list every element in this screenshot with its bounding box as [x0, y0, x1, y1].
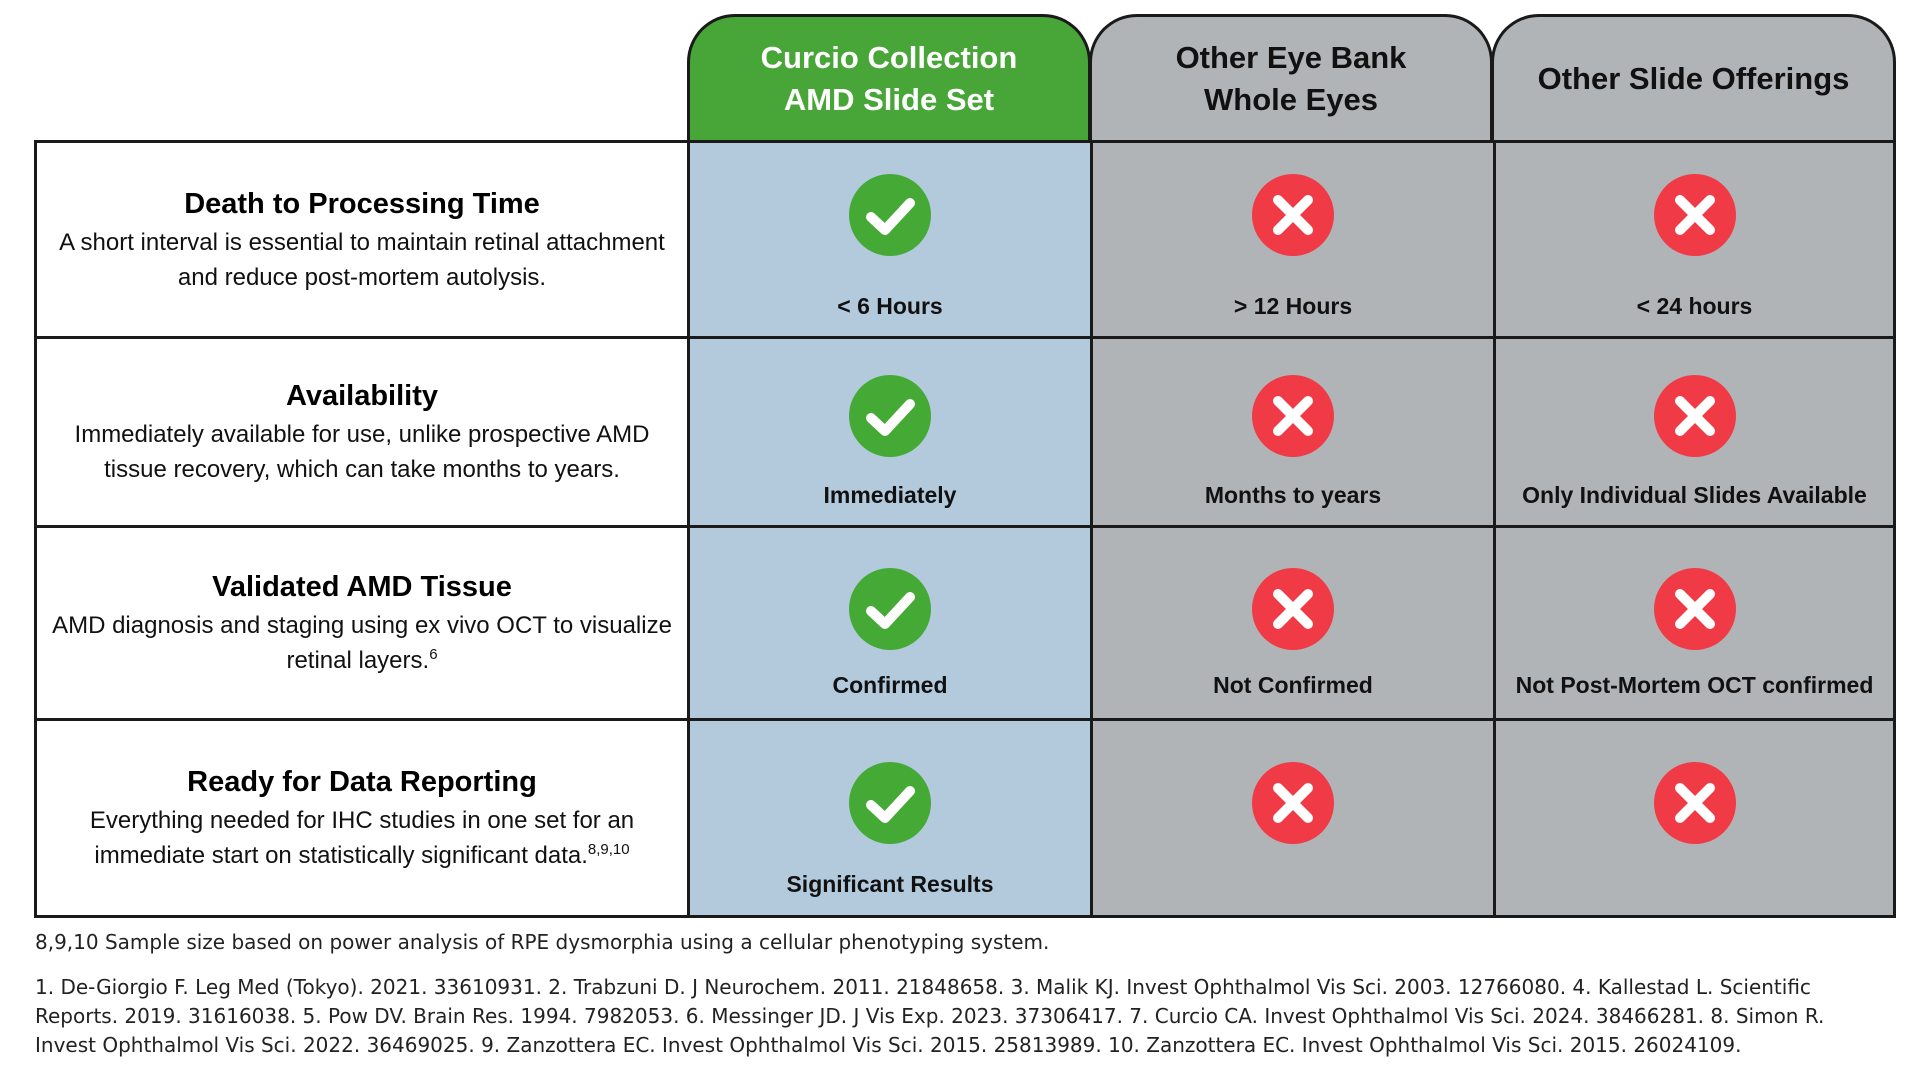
citation-superscript: 6: [429, 646, 438, 663]
other-slides-cell-data-reporting: [1496, 721, 1893, 915]
cell-value: Confirmed: [832, 672, 948, 698]
x-circle-icon: [1653, 567, 1737, 651]
cell-value: Significant Results: [786, 871, 994, 897]
cell-value: > 12 Hours: [1233, 293, 1353, 319]
eye-bank-cell-processing-time: [1093, 143, 1496, 339]
check-circle-icon: [848, 374, 932, 458]
x-circle-icon: [1653, 374, 1737, 458]
check-circle-icon: [848, 173, 932, 257]
cell-value: < 24 hours: [1636, 293, 1753, 319]
x-circle-icon: [1251, 761, 1335, 845]
cell-value: Months to years: [1204, 482, 1382, 508]
row-description: A short interval is essential to maintain retinal attachment and reduce post-mortem autolysis.: [59, 228, 665, 291]
x-circle-icon: [1653, 173, 1737, 257]
row-title: Ready for Data Reporting: [187, 766, 537, 798]
check-circle-icon: [848, 567, 932, 651]
references: 1. De-Giorgio F. Leg Med (Tokyo). 2021. 33610931. 2. Trabzuni D. J Neurochem. 2011. 21848658. 3. Malik KJ. Invest Ophthalmol Vis Sci. 2003. 12766080. 4. Kallestad L. Scientific Reports. 2019. 31616038. 5. Pow DV. Brain Res. 1994. 7982053. 6. Messinger JD. J Vis Exp. 2023. 37306417. 7. Curcio CA. Invest Ophthalmol Vis Sci. 2024. 38466281. 8. Simon R. Invest Ophthalmol Vis Sci. 2022. 36469025. 9. Zanzottera EC. Invest Ophthalmol Vis Sci. 2015. 25813989. 10. Zanzottera EC. Invest Ophthalmol Vis Sci. 2015. 26024109.: [35, 975, 1825, 1057]
x-circle-icon: [1251, 374, 1335, 458]
row-label-death-to-processing: [37, 143, 690, 339]
eye-bank-cell-validated: [1093, 528, 1496, 721]
row-title: Availability: [285, 380, 439, 412]
x-circle-icon: [1251, 173, 1335, 257]
row-description: Everything needed for IHC studies in one set for an immediate start on statistically significant data.$^{8,9,10}$: [89, 807, 635, 869]
comparison-table: [34, 140, 1896, 918]
cell-value: Not Confirmed: [1213, 672, 1373, 698]
other-slides-cell-processing-time: [1496, 143, 1893, 339]
cell-value: Immediately: [823, 482, 957, 508]
column-header-curcio-label: Curcio Collection AMD Slide Set: [760, 39, 1018, 117]
cell-value: < 6 Hours: [837, 293, 943, 319]
curcio-cell-processing-time: [690, 143, 1093, 339]
check-circle-icon: [848, 761, 932, 845]
column-header-curcio: [687, 14, 1091, 140]
curcio-cell-data-reporting: [690, 721, 1093, 915]
cell-value: Only Individual Slides Available: [1522, 482, 1867, 508]
x-circle-icon: [1251, 567, 1335, 651]
curcio-cell-validated: [690, 528, 1093, 721]
row-description: AMD diagnosis and staging using ex vivo OCT to visualize retinal layers.$^6$: [52, 612, 672, 674]
column-header-eye-bank-label: Other Eye Bank Whole Eyes: [1175, 39, 1407, 117]
footnote: 8,9,10 Sample size based on power analysis of RPE dysmorphia using a cellular phenotyping system.: [35, 930, 1050, 954]
citation-superscript: 8,9,10: [587, 841, 630, 858]
cell-value: Not Post-Mortem OCT confirmed: [1515, 672, 1874, 698]
x-circle-icon: [1653, 761, 1737, 845]
row-label-data-reporting: [37, 721, 690, 915]
other-slides-cell-validated: [1496, 528, 1893, 721]
row-label-availability: [37, 339, 690, 528]
eye-bank-cell-availability: [1093, 339, 1496, 528]
column-header-eye-bank: [1089, 14, 1493, 140]
eye-bank-cell-data-reporting: [1093, 721, 1496, 915]
other-slides-cell-availability: [1496, 339, 1893, 528]
column-header-other-slides-label: Other Slide Offerings: [1537, 60, 1850, 96]
row-description: Immediately available for use, unlike prospective AMD tissue recovery, which can take months to years.: [74, 421, 650, 483]
column-header-other-slides: [1491, 14, 1896, 140]
row-title: Validated AMD Tissue: [212, 571, 512, 603]
curcio-cell-availability: [690, 339, 1093, 528]
row-title: Death to Processing Time: [184, 187, 540, 220]
row-label-validated-amd-tissue: [37, 528, 690, 721]
